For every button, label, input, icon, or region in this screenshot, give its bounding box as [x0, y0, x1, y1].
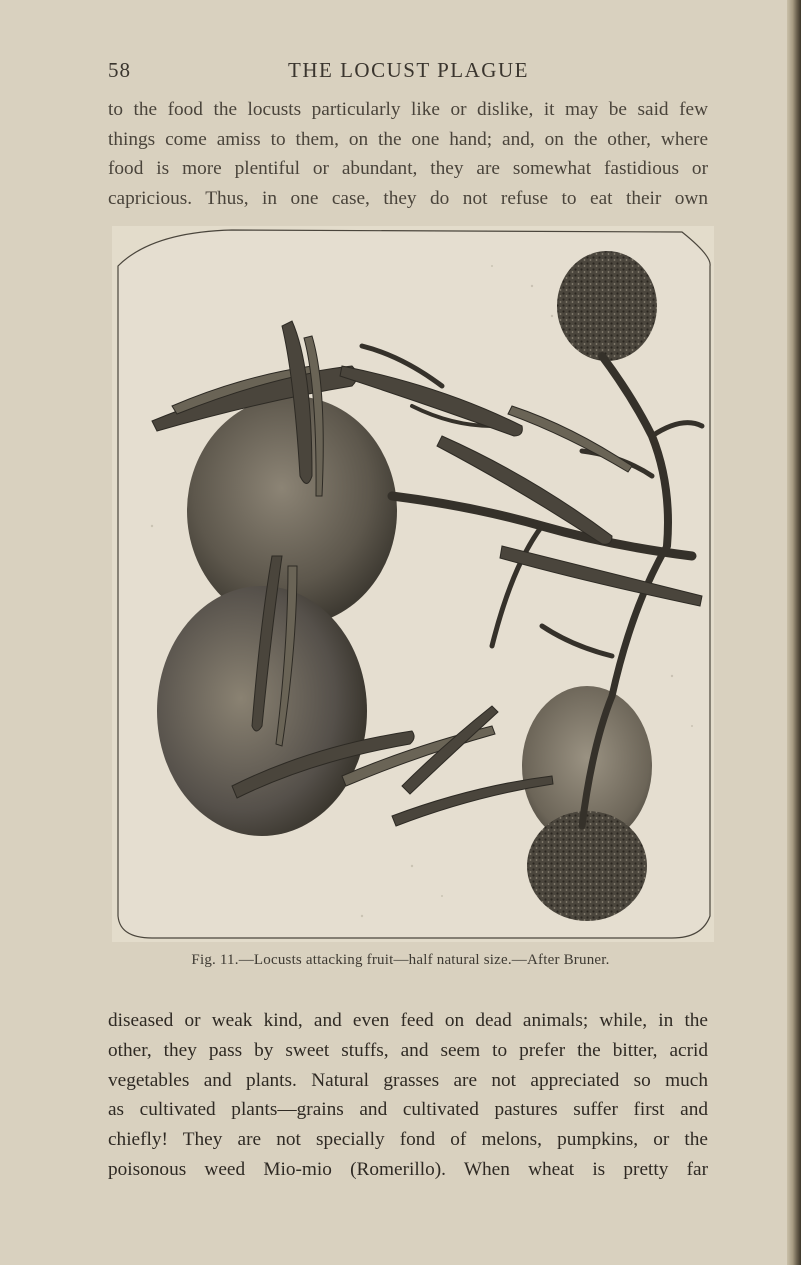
- page-number: 58: [108, 58, 131, 82]
- text-line: as cultivated plants—grains and cultivated pastures suffer first and: [108, 1099, 708, 1121]
- text-line: vegetables and plants. Natural grasses are not appreciated so much: [108, 1069, 708, 1091]
- body-text-bottom: [108, 1006, 708, 1185]
- page-edge-shadow: [787, 0, 801, 1265]
- figure-caption: Fig. 11.—Locusts attacking fruit—half natural size.—After Bruner.: [191, 952, 610, 968]
- locusts-on-fruit-illustration: [112, 226, 714, 942]
- text-line: things come amiss to them, on the one hand; and, on the other, where: [108, 128, 708, 150]
- running-head: [0, 58, 801, 88]
- text-line: to the food the locusts particularly like or dislike, it may be said few: [108, 99, 708, 120]
- text-line: food is more plentiful or abundant, they are somewhat fastidious or: [108, 158, 708, 179]
- text-line: other, they pass by sweet stuffs, and seem to prefer the bitter, acrid: [108, 1039, 708, 1061]
- fruit: [557, 251, 657, 361]
- fruit: [527, 811, 647, 921]
- text-line: diseased or weak kind, and even feed on dead animals; while, in the: [108, 1010, 708, 1031]
- text-line: capricious. Thus, in one case, they do not refuse to eat their own: [108, 187, 708, 209]
- running-title: THE LOCUST PLAGUE: [288, 58, 529, 82]
- text-line: chiefly! They are not specially fond of melons, pumpkins, or the: [108, 1129, 708, 1151]
- figure-photograph: [112, 226, 714, 942]
- body-text-top: [108, 95, 708, 213]
- text-line: poisonous weed Mio-mio (Romerillo). When wheat is pretty far: [108, 1158, 708, 1180]
